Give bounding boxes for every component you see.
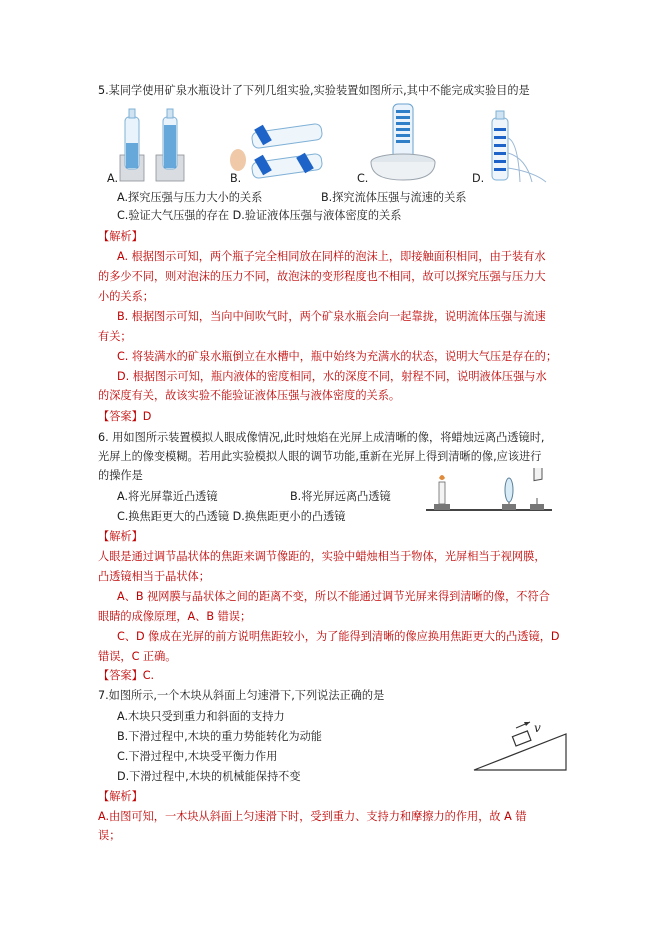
q5-analysis-line: 小的关系； <box>98 290 154 303</box>
q5-figure-c <box>366 100 440 184</box>
q5-fig-label-a: A. <box>107 172 119 185</box>
q6-optical-bench-figure <box>424 468 556 516</box>
q5-analysis-line: 的多少不同，则对泡沫的压力不同，故泡沫的变形程度也不相同，故可以探究压强与压力大 <box>98 270 546 283</box>
q7-analysis-label: 【解析】 <box>98 790 143 803</box>
q5-fig-label-d: D. <box>472 172 485 185</box>
q7-stem: 7.如图所示,一个木块从斜面上匀速滑下,下列说法正确的是 <box>98 689 385 702</box>
q7-velocity-label: v <box>534 721 541 735</box>
q5-fig-label-b: B. <box>230 172 242 185</box>
q7-option-a: A.木块只受到重力和斜面的支持力 <box>117 710 285 723</box>
q6-stem-line: 6. 用如图所示装置模拟人眼成像情况,此时烛焰在光屏上成清晰的像，将蜡烛远离凸透镜时, <box>98 431 545 444</box>
q6-analysis-line: C、D 像成在光屏的前方说明焦距较小，为了能得到清晰的像应换用焦距更大的凸透镜，D <box>117 630 560 643</box>
q6-analysis-line: 眼睛的成像原理，A、B 错误； <box>98 610 252 623</box>
q5-option-cd: C.验证大气压强的存在 D.验证液体压强与液体密度的关系 <box>117 209 402 222</box>
q5-analysis-line: C. 将装满水的矿泉水瓶倒立在水槽中，瓶中始终为充满水的状态，说明大气压是存在的； <box>117 350 558 363</box>
q6-analysis-line: A、B 视网膜与晶状体之间的距离不变，所以不能通过调节光屏来得到清晰的像，不符合 <box>117 590 550 603</box>
q5-analysis-line: D. 根据图示可知，瓶内液体的密度相同，水的深度不同，射程不同，说明液体压强与水 <box>117 370 547 383</box>
q7-analysis-line: 误； <box>98 829 121 842</box>
q5-analysis-line: 有关； <box>98 330 132 343</box>
q5-analysis-label: 【解析】 <box>98 230 143 243</box>
q6-analysis-line: 错误，C 正确。 <box>98 650 177 663</box>
q6-analysis-label: 【解析】 <box>98 530 143 543</box>
q6-option-b: B.将光屏远离凸透镜 <box>290 490 391 503</box>
q7-analysis-line: A.由图可知，一木块从斜面上匀速滑下时，受到重力、支持力和摩擦力的作用，故 A 错 <box>98 810 527 823</box>
q6-stem-line: 光屏上的像变模糊。若用此实验模拟人眼的调节功能,重新在光屏上得到清晰的像,应该进行 <box>98 450 542 463</box>
q7-incline-figure <box>470 712 570 774</box>
q6-answer: 【答案】C. <box>98 669 155 682</box>
q7-option-d: D.下滑过程中,木块的机械能保持不变 <box>117 770 301 783</box>
q5-figure-b <box>230 118 336 184</box>
q5-stem: 5.某同学使用矿泉水瓶设计了下列几组实验,实验装置如图所示,其中不能完成实验目的是 <box>98 84 530 97</box>
q7-option-b: B.下滑过程中,木块的重力势能转化为动能 <box>117 730 322 743</box>
q5-option-b: B.探究流体压强与流速的关系 <box>321 191 467 204</box>
q5-analysis-line: B. 根据图示可知，当向中间吹气时，两个矿泉水瓶会向一起靠拢，说明流体压强与流速 <box>117 310 546 323</box>
q5-fig-label-c: C. <box>357 172 369 185</box>
q6-analysis-line: 凸透镜相当于晶状体； <box>98 570 210 583</box>
q6-option-a: A.将光屏靠近凸透镜 <box>117 490 218 503</box>
q7-option-c: C.下滑过程中,木块受平衡力作用 <box>117 750 278 763</box>
q5-option-a: A.探究压强与压力大小的关系 <box>117 191 263 204</box>
q6-analysis-line: 人眼是通过调节晶状体的焦距来调节像距的，实验中蜡烛相当于物体，光屏相当于视网膜， <box>98 550 546 563</box>
q5-answer: 【答案】D <box>98 410 152 423</box>
q6-option-cd: C.换焦距更大的凸透镜 D.换焦距更小的凸透镜 <box>117 510 346 523</box>
q6-stem-line: 的操作是 <box>98 469 143 482</box>
q5-analysis-line: A. 根据图示可知，两个瓶子完全相同放在同样的泡沫上，即接触面积相同，由于装有水 <box>117 250 546 263</box>
q5-figure-d <box>484 108 554 184</box>
q5-analysis-line: 的深度有关，故该实验不能验证液体压强与液体密度的关系。 <box>98 389 401 402</box>
